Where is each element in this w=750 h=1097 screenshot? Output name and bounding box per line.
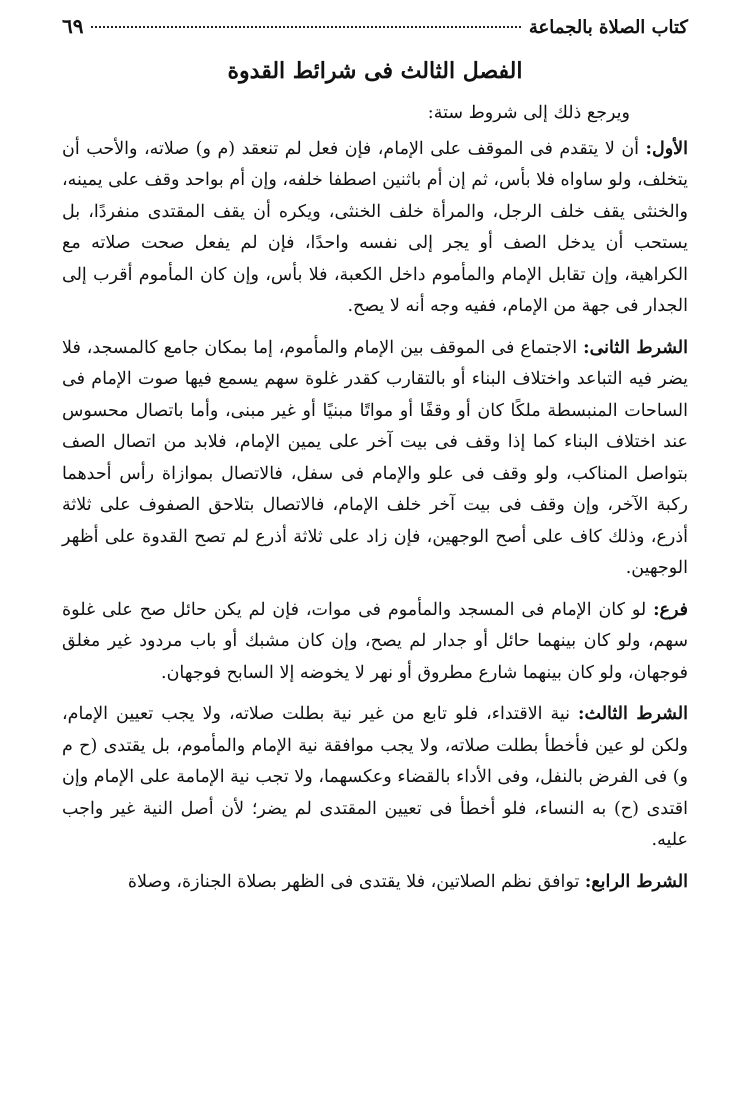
paragraph-text: لو كان الإمام فى المسجد والمأموم فى موات، فإن لم يكن حائل صح على غلوة سهم، ولو كان بينهما حائل أو جدار لم يصح، وإن كان مشبك أو باب مردود غير مغلق فوجهان، ولو كان بينهما شارع مطروق أو نهر لا يخوضه إلا السابح فوجهان.	[62, 599, 688, 683]
paragraph-heading: فرع:	[653, 599, 688, 620]
chapter-title: الفصل الثالث فى شرائط القدوة	[227, 58, 523, 84]
paragraph-text: توافق نظم الصلاتين، فلا يقتدى فى الظهر بصلاة الجنازة، وصلاة	[127, 871, 585, 892]
paragraph-heading: الشرط الثالث:	[578, 704, 688, 724]
paragraph-heading: الشرط الرابع:	[584, 871, 688, 892]
paragraph-first-condition	[62, 134, 688, 323]
paragraph-text: الاجتماع فى الموقف بين الإمام والمأموم، إما بمكان جامع كالمسجد، فلا يضر فيه التباعد واختلاف البناء أو بالتقارب كقدر غلوة سهم يسمع فيها صوت الإمام فى الساحات المنبسطة ملكًا كان أو وقفًا أو مواتًا مبنيًا أو غير مبنى، وأما باتصال محسوس عند اختلاف البناء كما إذا وقف فى بيت آخر على يمين الإمام، فلابد من اتصال الصف بتواصل المناكب، ولو وقف فى علو والإمام فى سفل، فالاتصال بموازاة رأس أحدهما ركبة الآخر، وإن وقف فى بيت آخر خلف الإمام، فالاتصال بتلاحق الصفوف على ثلاثة أذرع، وذلك كاف على أصح الوجهين، فإن زاد على ثلاثة أذرع لم تصح القدوة على أظهر الوجهين.	[62, 337, 688, 578]
paragraph-text: أن لا يتقدم فى الموقف على الإمام، فإن فعل لم تنعقد (م و) صلاته، والأحب أن يتخلف، ولو ساواه فلا بأس، ثم إن أم باثنين اصطفا خلفه، وإن أم بواحد وقف على يمينه، والخنثى يقف خلف الرجل، والمرأة خلف الخنثى، ويكره أن يقف المقتدى منفردًا، بل يستحب أن يدخل الصف أو يجر إلى نفسه واحدًا، فإن لم يفعل صحت صلاته مع الكراهية، وإن تقابل الإمام والمأموم داخل الكعبة، فلا بأس، وإن كان المأموم أقرب إلى الجدار فى جهة من الإمام، ففيه وجه أنه لا يصح.	[62, 138, 688, 316]
paragraph-branch	[62, 595, 688, 690]
paragraph-heading: الشرط الثانى:	[583, 337, 689, 358]
intro-line: ويرجع ذلك إلى شروط ستة:	[427, 103, 630, 123]
running-header	[62, 14, 688, 48]
paragraph-text: نية الاقتداء، فلو تابع من غير نية بطلت صلاته، ولا يجب تعيين الإمام، ولكن لو عين فأخطأ بطلت صلاته، ولا يجب موافقة نية الإمام والمأموم، بل يقتدى (ح م و) فى الفرض بالنفل، وفى الأداء بالقضاء وعكسهما، ولا تجب نية الإمامة على الإمام وإن اقتدى (ح) به النساء، فلو أخطأ فى تعيين المقتدى لم يضر؛ لأن أصل النية غير واجب عليه.	[62, 704, 688, 850]
paragraph-heading: الأول:	[645, 138, 688, 159]
paragraph-fourth-condition	[62, 867, 688, 899]
paragraph-second-condition	[62, 333, 688, 585]
paragraph-third-condition	[62, 699, 688, 857]
book-title: كتاب الصلاة بالجماعة	[528, 17, 688, 38]
leader-dots	[91, 26, 520, 28]
page-number: ٦٩	[62, 14, 84, 38]
